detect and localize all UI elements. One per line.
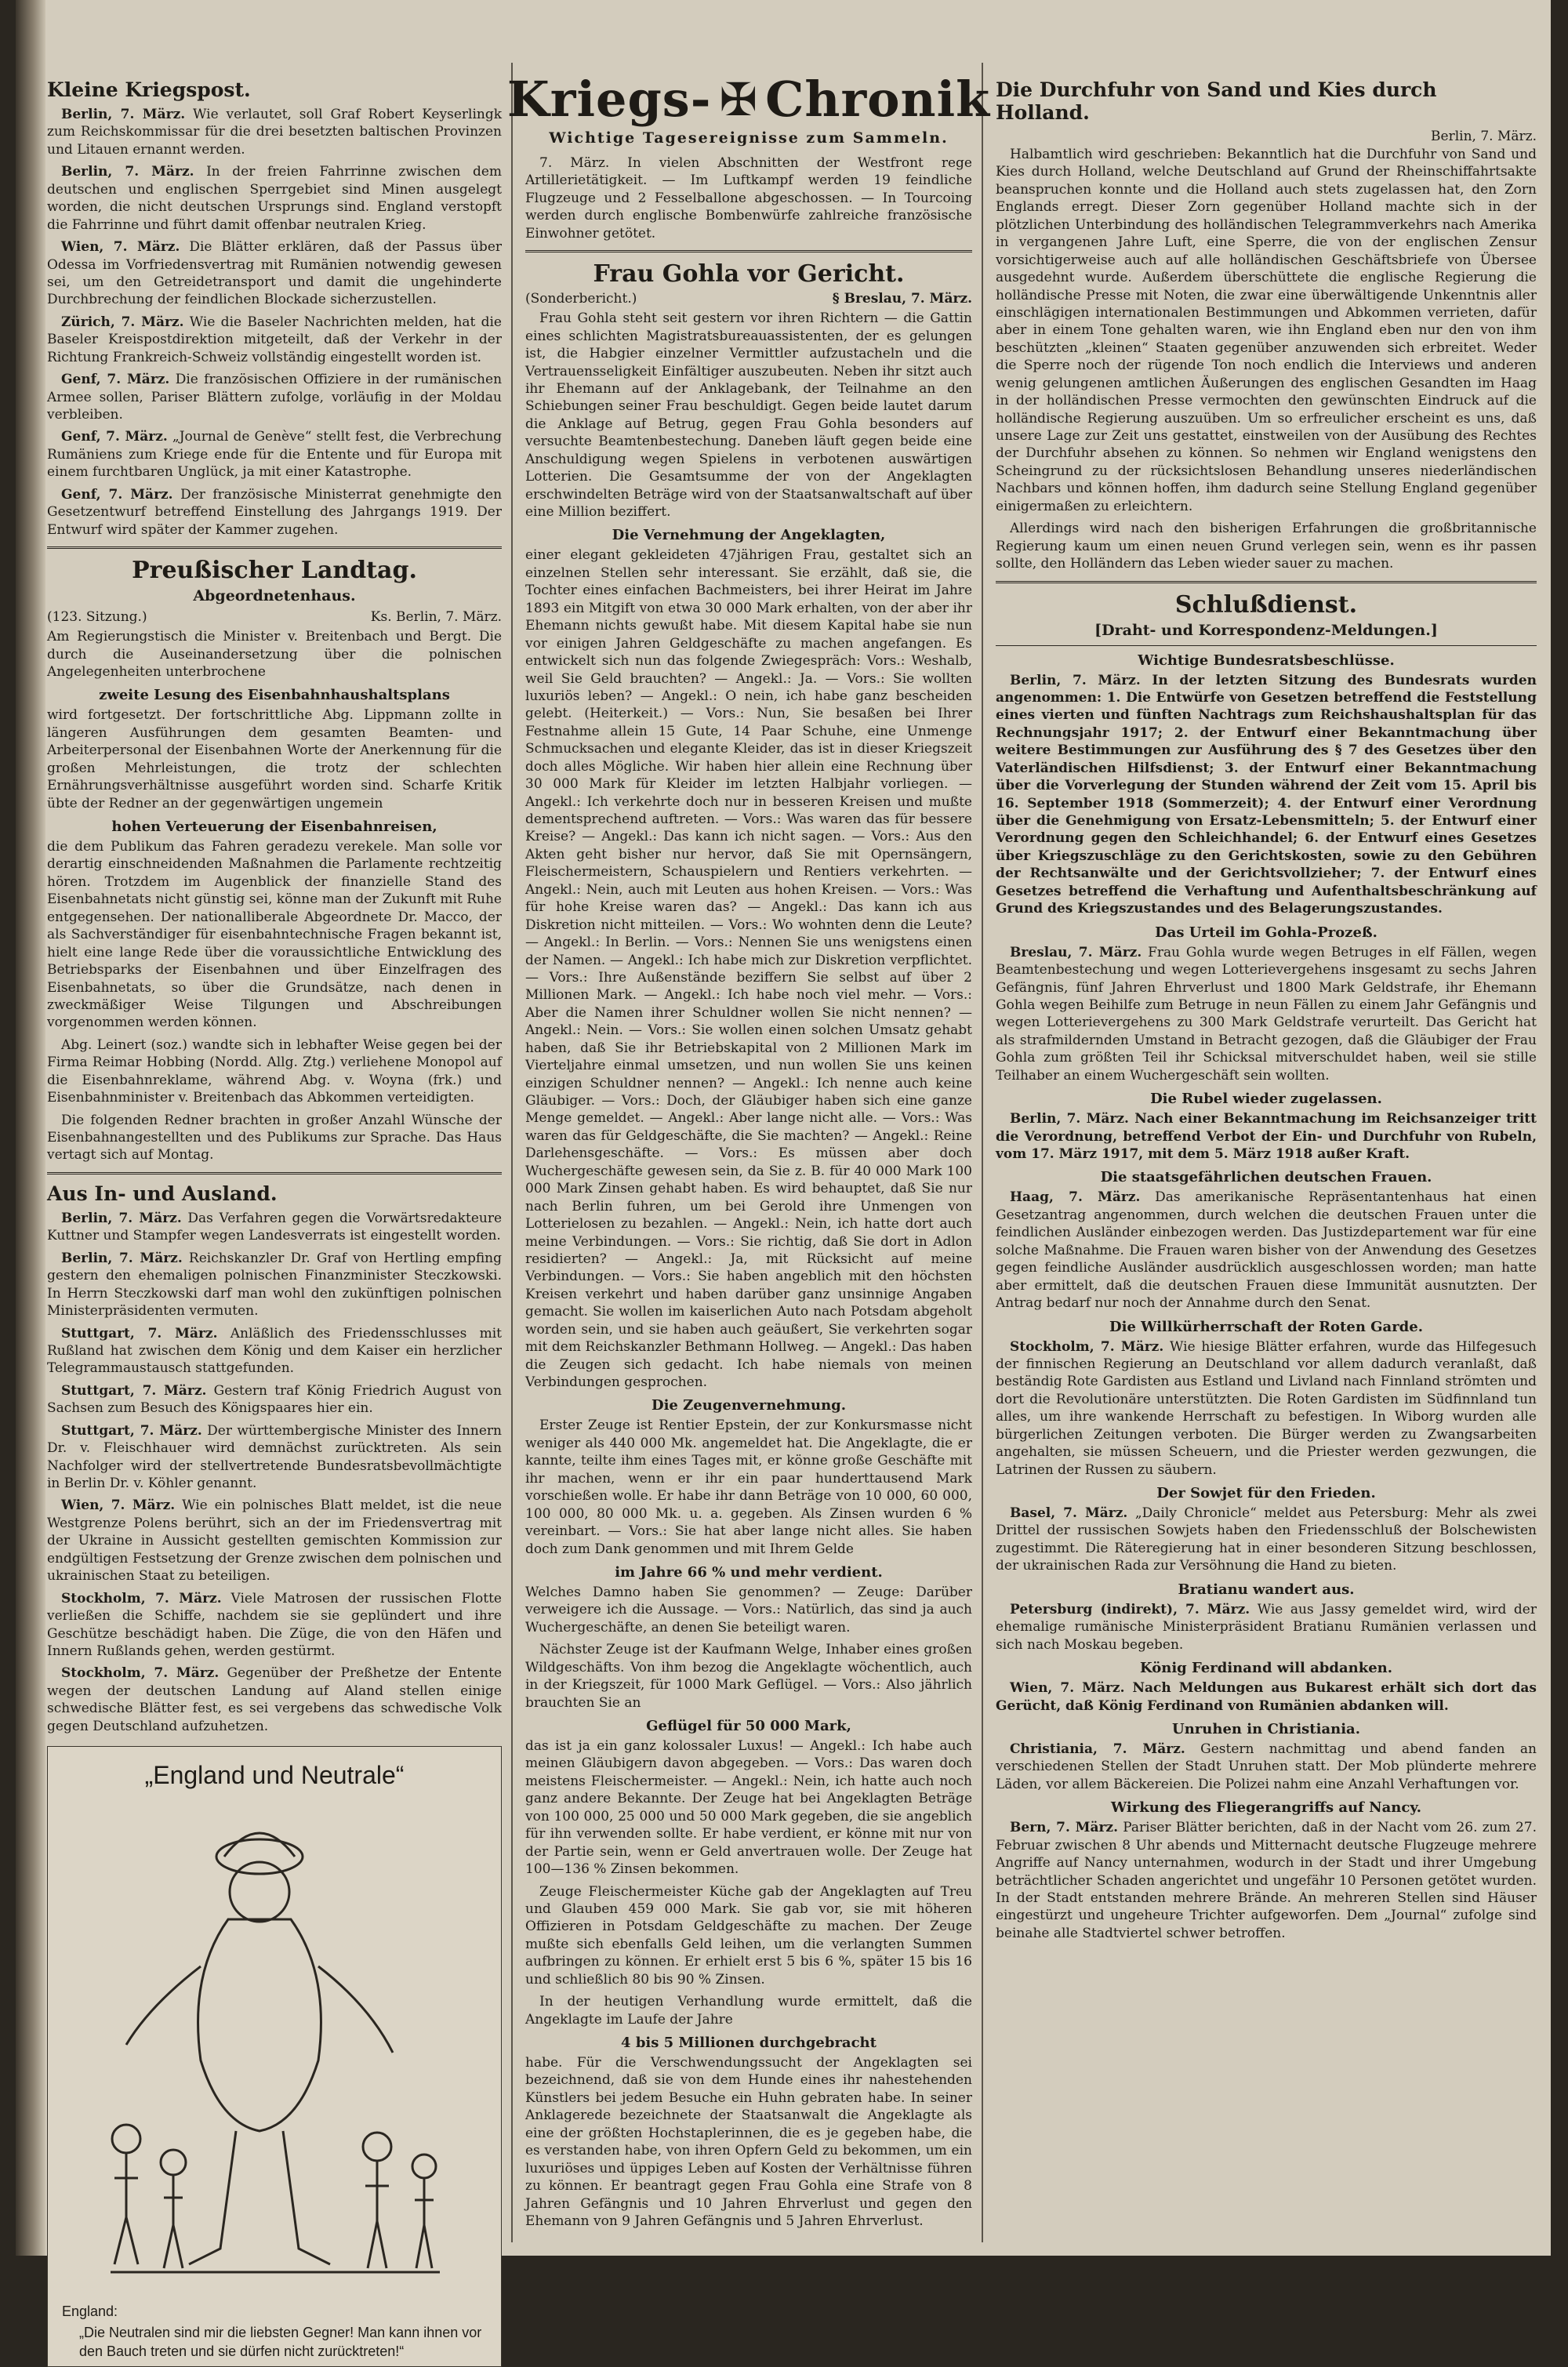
news-item: Stockholm, 7. März. Viele Matrosen der russischen Flotte verließen die Schiffe, nachdem sie sie geplündert und ihre Geschütze beschädigt haben. Die Züge, die von den Häfen und Innern Rußlands gehen, werden gestürmt. [47,1590,502,1659]
column-left [47,71,502,2367]
landtag-subtitle: Abgeordnetenhaus. [193,587,356,605]
iron-cross-icon: ✠ [719,72,758,126]
urteil-item: Breslau, 7. März. Frau Gohla wurde wegen Betruges in elf Fällen, wegen Beamtenbestechung und wegen Lotterievergehens insgesamt zu sechs Jahren Gefängnis, fünf Jahren Ehrverlust und 1800 Mark Geldstrafe, ihr Ehemann Gohla wegen Beihilfe zum Betruge in neun Fällen zu einem Jahr Gefängnis und wegen Lotterievergehens zu 300 Mark Geldstrafe verurteilt. Das Gericht hat als strafmildernden Umstand in Betracht gezogen, daß die Gläubiger der Frau Gohla zum größten Teil ihr Schicksal mitverschuldet haben, weil sie stille Teilhaber an einem Wuchergeschäft sein wollten. [996,944,1537,1084]
frauen-heading: Die staatsgefährlichen deutschen Frauen. [1100,1169,1432,1186]
divider [47,1172,502,1174]
nancy-item: Bern, 7. März. Pariser Blätter berichten, daß in der Nacht vom 26. zum 27. Februar zwischen 8 Uhr abends und Mitternacht deutsche Flugzeuge mehrere Angriffe auf Nancy unternahmen, wodurch in der Stadt und ihrer Umgebung beträchtlicher Schaden angerichtet und ungefähr 10 Personen getötet wurden. In der Stadt entstanden mehrere Brände. An mehreren Stellen sind Häuser eingestürzt und ungeheure Trichter aufgeworfen. Dem „Journal“ zufolge sind beinahe alle Stadtviertel schwer betroffen. [996,1820,1537,1941]
zeugen-paragraph: Zeuge Fleischermeister Küche gab der Angeklagten auf Treu und Glauben 459 000 Mark. Sie gab vor, sie mit höheren Offizieren in Potsdam Geldgeschäfte zu machen. Der Zeuge mußte sich ebenfalls Geld leihen, um die verlangten Summen aufbringen zu können. Er erhielt erst 5 bis 6 %, später 15 bis 16 und schließlich 80 bis 90 % Zinsen. [525,1883,972,1988]
masthead-left: Kriegs- [506,71,712,128]
landtag-paragraph: Die folgenden Redner brachten in großer Anzahl Wünsche der Eisenbahnangestellten und des Publikums zur Sprache. Das Haus vertagt sich auf Montag. [47,1112,502,1164]
cartoon-drawing [64,1810,487,2296]
news-item: Genf, 7. März. Der französische Ministerrat genehmigte den Gesetzentwurf betreffend Einstellung des Jahrgangs 1919. Der Entwurf wird später der Kammer zugehen. [47,486,503,538]
sand-place: Berlin, 7. März. [1431,129,1537,144]
cartoon-england-und-neutrale [47,1746,502,2367]
divider [996,581,1537,583]
landtag-subheading: hohen Verteuerung der Eisenbahnreisen, [111,819,437,835]
landtag-paragraph: die dem Publikum das Fahren geradezu verekele. Man solle vor derartig einschneidenden Maßnahmen die Parlamente rechtzeitig hören. Trotzdem im Augenblick der finanzielle Stand des Eisenbahnetats nicht günstig sei, könne man der Zukunft mit Ruhe entgegensehen. Der nationalliberale Abgeordnete Dr. Macco, der als Sachverständiger für eisenbahntechnische Fragen bekannt ist, hielt eine lange Rede über die voraussichtliche Entwicklung des Betriebsparks der Eisenbahnen und über Einzelfragen des Eisenbahnetats, so über die Grundsätze, nach denen in zweckmäßiger Weise Tilgungen und Abschreibungen vorgenommen werden können. [47,839,502,1031]
rubel-item: Berlin, 7. März. Nach einer Bekanntmachung im Reichsanzeiger tritt die Verordnung, betreffend Verbot der Ein- und Durchfuhr von Rubeln, vom 17. März 1917, mit dem 5. März 1918 außer Kraft. [996,1111,1537,1162]
landtag-paragraph: Abg. Leinert (soz.) wandte sich in lebhafter Weise gegen bei der Firma Reimar Hobbing (Nordd. Allg. Ztg.) verliehene Monopol auf die Eisenbahnreklame, während Abg. v. Woyna (frk.) und Eisenbahnminister v. Breitenbach das Abkommen verteidigten. [47,1036,502,1106]
zeugen-paragraph: habe. Für die Verschwendungssucht der Angeklagten sei bezeichnend, daß sie von dem Hunde eines ihr nahestehenden Künstlers bei jedem Besuche ein Huhn gebraten habe. In seiner Anklagerede bezeichnete der Staatsanwalt die Angeklagte als eine der größten Hochstaplerinnen, die es je gegeben habe, die es verstanden habe, von ihren Opfern Geld zu bekommen, um ein luxuriöses und üppiges Leben auf Kosten der Verhältnisse führen zu können. Er beantragt gegen Frau Gohla eine Strafe von 8 Jahren Gefängnis und 10 Jahren Ehrverlust und gegen den Ehemann von 9 Jahren Gefängnis und 5 Jahren Ehrverlust. [525,2055,972,2229]
sand-paragraph: Allerdings wird nach den bisherigen Erfahrungen die großbritannische Regierung kaum um einen neuen Grund verlegen sein, wenn es ihr passen sollte, den Holländern das Leben wieder sauer zu machen. [996,521,1537,572]
vernehmung-heading: Die Vernehmung der Angeklagten, [612,527,886,544]
bratianu-item: Petersburg (indirekt), 7. März. Wie aus Jassy gemeldet wird, wird der ehemalige rumänische Ministerpräsident Bratianu Rumänien verlassen und sich nach Moskau begeben. [996,1601,1537,1653]
gohla-title: Frau Gohla vor Gericht. [593,260,905,289]
news-item: Stuttgart, 7. März. Anläßlich des Friedensschlusses mit Rußland hat zwischen dem König und dem Kaiser ein herzlicher Telegrammaustausch stattgefunden. [47,1325,502,1377]
masthead [506,71,991,128]
section-heading-ausland: Aus In- und Ausland. [47,1182,278,1205]
divider [525,250,972,252]
sowjet-heading: Der Sowjet für den Frieden. [1156,1485,1376,1501]
news-item: Wien, 7. März. Die Blätter erklären, daß der Passus über Odessa im Vorfriedensvertrag mit Rumänien notwendig gewesen sei, um den Getreidetransport und damit die ungehinderte Durchbrechung der feindlichen Blockade sicherzustellen. [47,239,503,308]
gohla-dateline [525,291,972,307]
kleine-kriegspost-list [47,106,502,539]
zeugen-paragraph: Erster Zeuge ist Rentier Epstein, der zur Konkursmasse nicht weniger als 440 000 Mk. angemeldet hat. Die Angeklagte, die er kannte, teilte ihm eines Tages mit, er könne große Geschäfte mit ihr machen, wenn er ihr ein paar hunderttausend Mark vorschießen wolle. Er habe ihr dann Beträge von 10 000, 60 000, 100 000, 80 000 Mk. u. a. gegeben. Als Zinsen wurden 6 % vereinbart. — Vors.: Sie hat aber lange nicht alles. Sie haben doch zum Dank genommen und mit Ihrem Gelde [525,1418,972,1557]
zeugen-subheading: im Jahre 66 % und mehr verdient. [615,1563,883,1581]
news-item: Genf, 7. März. „Journal de Genève“ stellt fest, die Verbrechung Rumäniens zum Kriege ende für die Entente und für Europa mit einem furchtbaren Unglück, ja mit einer Katastrophe. [47,429,503,481]
schluss-title: Schlußdienst. [1174,590,1358,619]
column-middle [506,71,991,2234]
chronik-text: 7. März. In vielen Abschnitten der Westfront rege Artillerietätigkeit. — Im Luftkampf werden 19 feindliche Flugzeuge und 2 Fesselballone abgeschossen. — In Tourcoing werden durch englische Bombenwürfe zahlreiche französische Einwohner getötet. [525,155,972,241]
zeugen-paragraph: In der heutigen Verhandlung wurde ermittelt, daß die Angeklagte im Laufe der Jahre [525,1994,972,2028]
zeugen-subheading: Geflügel für 50 000 Mark, [646,1718,851,1734]
page-binding-shadow [16,0,45,2256]
cartoon-caption: „Die Neutralen sind mir die liebsten Gegner! Man kann ihnen vor den Bauch treten und sie dürfen nicht zurücktreten!“ [79,2325,482,2359]
gohla-place: § Breslau, 7. März. [832,291,972,307]
zeugen-heading: Die Zeugenvernehmung. [651,1397,847,1414]
garde-item: Stockholm, 7. März. Wie hiesige Blätter erfahren, wurde das Hilfegesuch der finnischen Regierung an Deutschland vor allem dadurch veranlaßt, daß beständig Rote Gardisten aus Estland und Livland nach Finnland strömten und dort die Revolutionäre unterstützten. Die Roten Gardisten im Südfinnland tun alles, um ihre wankende Herrschaft zu befestigen. In Wiborg wurden alle bürgerlichen Zeitungen verboten. Die Bürger werden zu Zwangsarbeiten angehalten, sie müssen Scheuern, und die Priester werden gezwungen, die Latrinen der Russen zu säubern. [996,1338,1537,1478]
landtag-dateline [47,609,502,625]
divider [996,645,1537,646]
schluss-subtitle: [Draht- und Korrespondenz-Meldungen.] [1094,621,1438,639]
news-item: Stuttgart, 7. März. Gestern traf König Friedrich August von Sachsen zum Besuch des Königspaares hier ein. [47,1382,502,1417]
news-item: Stockholm, 7. März. Gegenüber der Preßhetze der Entente wegen der deutschen Landung auf Aland stellen einige schwedische Blätter fest, es sei vergebens das schwedische Volk gegen Deutschland aufzuhetzen. [47,1665,503,1734]
zeugen-paragraph: Nächster Zeuge ist der Kaufmann Welge, Inhaber eines großen Wildgeschäfts. Von ihm bezog die Angeklagte wöchentlich, auch in der Kriegszeit, für 1000 Mark Geflügel. — Vors.: Also jährlich brauchten Sie an [525,1642,972,1711]
news-item: Berlin, 7. März. Das Verfahren gegen die Vorwärtsredakteure Kuttner und Stampfer wegen Landesverrats ist eingestellt worden. [47,1210,503,1244]
news-item: Zürich, 7. März. Wie die Baseler Nachrichten melden, hat die Baseler Kreispostdirektion mitgeteilt, daß der Verkehr in der Richtung Frankreich-Schweiz vollständig eingestellt worden ist. [47,314,502,365]
zeugen-subheading: 4 bis 5 Millionen durchgebracht [621,2035,877,2051]
gohla-sonderbericht: (Sonderbericht.) [525,291,637,307]
masthead-right: Chronik [765,71,991,128]
sowjet-item: Basel, 7. März. „Daily Chronicle“ meldet aus Petersburg: Mehr als zwei Drittel der russischen Sowjets haben den Friedensschluß der Bolschewisten zugestimmt. Die Räteregierung hat in einer besonderen Sitzung beschlossen, der ukrainischen Rada zur Versöhnung die Hand zu bieten. [996,1505,1537,1574]
divider [47,546,502,549]
news-item: Genf, 7. März. Die französischen Offiziere in der rumänischen Armee sollen, Pariser Blättern zufolge, vorläufig in der Moldau verbleiben. [47,372,503,423]
urteil-heading: Das Urteil im Gohla-Prozeß. [1155,924,1377,941]
cartoon-speaker: England: [62,2303,118,2320]
sand-title: Die Durchfuhr von Sand und Kies durch Holland. [996,78,1437,124]
christiania-heading: Unruhen in Christiania. [1172,1720,1360,1737]
landtag-session: (123. Sitzung.) [47,609,147,626]
news-item: Berlin, 7. März. Reichskanzler Dr. Graf von Hertling empfing gestern den ehemaligen polnischen Finanzminister Steczkowski. In Herrn Steczkowski darf man wohl den zukünftigen polnischen Ministerpräsidenten vermuten. [47,1250,503,1320]
gohla-paragraph: Frau Gohla steht seit gestern vor ihren Richtern — die Gattin eines schlichten Magistratsbureauassistenten, der es gelungen ist, die Habgier einzelner Vermittler aufzustacheln und die Vertrauensseligkeit Einfältiger auszubeuten. Neben ihr sitzt auch ihr Ehemann auf der Anklagebank, der Teilnahme an den Schiebungen seiner Frau beschuldigt. Gegen beide lautet darum die Anklage auf Betrug, gegen Frau Gohla besonders auf versuchte Beamtenbestechung. Daneben läuft gegen beide eine Anschuldigung wegen Spielens in verbotenen auswärtigen Lotterien. Die Gesamtsumme der von der Angeklagten erschwindelten Beträge wird von der Staatsanwaltschaft auf über eine Million beziffert. [525,310,972,520]
news-item: Stuttgart, 7. März. Der württembergische Minister des Innern Dr. v. Fleischhauer wird demnächst zurücktreten. Als sein Nachfolger wird der stellvertretende Bundesratsbevollmächtigte in Berlin Dr. v. Köhler genannt. [47,1422,502,1491]
frauen-item: Haag, 7. März. Das amerikanische Repräsentantenhaus hat einen Gesetzantrag angenommen, durch welchen die deutschen Frauen unter die feindlichen Ausländer einbezogen werden. Das Justizdepartement war für eine solche Maßnahme. Die Frauen waren bisher von der Anwendung des Gesetzes gegen feindliche Ausländer ausdrücklich ausgeschlossen worden; man hatte aber ermittelt, daß die deutschen Frauen diese Immunität ausnutzten. Der Antrag bedarf nur noch der Annahme durch den Senat. [996,1189,1537,1312]
section-heading-kleine-kriegspost: Kleine Kriegspost. [47,78,251,101]
ferdinand-heading: König Ferdinand will abdanken. [1139,1660,1392,1677]
newspaper-page [16,0,1551,2359]
sand-paragraph: Halbamtlich wird geschrieben: Bekanntlich hat die Durchfuhr von Sand und Kies durch Holland, welche Deutschland auf Grund der Rheinschiffahrtsakte beanspruchen konnte und die Holland auch stets zugelassen hat, den Zorn Englands erregt. Dieser Zorn gegenüber Holland machte sich in der plötzlichen Unterbindung des holländischen Telegrammverkehrs nach Amerika in vergangenen Jahre Luft, eine Sperre, die von der englischen Zensur vorsichtigerweise auch auf alle holländischen Geschäftsbriefe von Übersee ausgedehnt wurde. Außerdem überschüttete die englische Regierung die holländische Presse mit Noten, die zwar eine überwältigende Unkenntnis aller einschlägigen internationalen Bestimmungen und Abkommen verrieten, dafür aber in einem Tone gehalten waren, wie ihn England eben nur den von ihm beschützten „kleinen“ Staaten gegenüber anzuwenden sich erbreitet. Weder die Sperre noch der rügende Ton noch endlich die Interviews und anderen wenig gelungenen amtlichen Äußerungen des englischen Gesandten im Haag in der holländischen Presse vermochten den gewünschten Eindruck auf die holländische Regierung auszuüben. Um so erfreulicher erscheint es uns, daß unsere Lage zur Zeit uns gestattet, einstweilen von der Ausübung des Rechtes der Durchfuhr absehen zu können. So nehmen wir England wenigstens den Scheingrund zu der rücksichtslosen Behandlung unseres niederländischen Nachbars und können hoffen, ihm dadurch seine Stellung England gegenüber einigermaßen zu erleichtern. [996,147,1537,514]
column-right [996,71,1537,1947]
column-rule [511,63,513,2242]
zeugen-paragraph: Welches Damno haben Sie genommen? — Zeuge: Darüber verweigere ich die Aussage. — Vors.: Natürlich, das sind ja auch Wuchergeschäfte, an denen Sie beteiligt waren. [525,1584,972,1635]
nancy-heading: Wirkung des Fliegerangriffs auf Nancy. [1111,1799,1421,1817]
landtag-paragraph: wird fortgesetzt. Der fortschrittliche Abg. Lippmann zollte in längeren Ausführungen dem gesamten Beamten- und Arbeiterpersonal der Eisenbahnen Worte der Anerkennung für die großen Mehrleistungen, die trotz der schlechten Ernährungsverhältnisse ausgeführt worden sind. Scharfe Kritik übte der Redner an der gegenwärtigen ungemein [47,707,502,811]
bratianu-heading: Bratianu wandert aus. [1178,1581,1355,1598]
vernehmung-paragraph: einer elegant gekleideten 47jährigen Frau, gestaltet sich an einzelnen Stellen sehr interessant. Sie erzählt, daß sie, die Tochter eines einfachen Bachmeisters, bei ihrer Heirat im Jahre 1893 ein Mitgift von etwa 30 000 Mark erhalten, von der aber ihr Ehemann nichts gewußt habe. Mit diesem Kapital habe sie nun vor einigen Jahren Geldgeschäfte zu machen angefangen. Es entwickelt sich nun das folgende Zwiegespräch: Vors.: Weshalb, weil Sie Geld brauchten? — Angekl.: Ja. — Vors.: Sie wollten luxuriös leben? — Angekl.: O nein, ich habe ganz bescheiden gelebt. (Heiterkeit.) — Vors.: Nun, Sie besaßen bei Ihrer Festnahme allein 15 Gute, 14 Paar Schuhe, eine Unmenge Schmucksachen und elegante Kleider, das ist in dieser Kriegszeit doch alles Mögliche. Wir haben hier allein eine Rechnung über 30 000 Mark für Kleider im letzten Halbjahr vorliegen. — Angekl.: Ich verkehrte doch nur in besseren Kreisen und mußte dementsprechend auftreten. — Vors.: Was waren das für bessere Kreise? — Angekl.: Das kann ich nicht sagen. — Vors.: Aus den Akten geht bisher nur hervor, daß Sie mit Opernsängern, Fleischermeistern, Schauspielern und Rentiers verkehrten. — Angekl.: Nein, auch mit Leuten aus hohen Kreisen. — Vors.: Was für hohe Kreise waren das? — Angekl.: Das kann ich aus Diskretion nicht mitteilen. — Vors.: Wo wohnten denn die Leute? — Angekl.: In Berlin. — Vors.: Nennen Sie uns wenigstens einen der Namen. — Angekl.: Ich habe mich zur Diskretion verpflichtet. — Vors.: Ihre Außenstände beziffern Sie selbst auf über 2 Millionen Mark. — Angekl.: Ich habe noch viel mehr. — Vors.: Aber die Namen ihrer Schuldner wollen Sie nicht nennen? — Angekl.: Nein. — Vors.: Sie wollen einen solchen Umsatz gehabt haben, daß Sie ihr Betriebskapital von 2 Millionen Mark im Vierteljahre einmal umsetzen, und nun wollen Sie uns keinen einzigen Schuldner nennen? — Angekl.: Ich nenne auch keine Gläubiger. — Vors.: Doch, der Gläubiger haben sich eine ganze Menge gemeldet. — Angekl.: Aber lange nicht alle. — Vors.: Was waren das für Geldgeschäfte, die Sie machten? — Angekl.: Reine Darlehensgeschäfte. — Vors.: Es müssen aber doch Wuchergeschäfte gewesen sein, da Sie z. B. für 40 000 Mark 100 000 Mark Zinsen gehabt haben. Es wird behauptet, daß Sie nur nach Berlin fuhren, um bei Gerold ihre Unmengen von Lotterielosen zu bezahlen. — Angekl.: Nein, ich hatte dort auch meine Verbindungen. — Vors.: Sie richtig, daß Sie dort in Adlon residierten? — Angekl.: Ja, mit Rücksicht auf meine Verbindungen. — Vors.: Sie haben angeblich mit den höchsten Kreisen verkehrt und haben darüber ganz unsinnige Angaben gemacht. Sie wollen im kaiserlichen Auto nach Potsdam abgeholt worden sein, und sie haben auch geäußert, Sie verkehrten sogar mit dem Reichskanzler Bethmann Hollweg. — Angekl.: Das haben die Zeugen sich gedacht. Ich habe niemals von meinen Verbindungen gesprochen. [525,547,972,1390]
garde-heading: Die Willkürherrschaft der Roten Garde. [1109,1318,1423,1335]
news-item: Berlin, 7. März. In der freien Fahrrinne zwischen dem deutschen und englischen Sperrgebiet sind Minen ausgelegt worden, die nicht deutschen Ursprungs sind. England verstopft die Fahrrinne und führt damit offenbar neutralen Krieg. [47,164,503,233]
landtag-place: Ks. Berlin, 7. März. [370,609,502,626]
zeugen-paragraph: das ist ja ein ganz kolossaler Luxus! — Angekl.: Ich habe auch meinen Gläubigern davon abgegeben. — Vors.: Das waren doch meistens Fleischermeister. — Angekl.: Nein, ich hatte auch noch ganz andere Bekannte. Der Zeuge hat bei Angeklagten Beträge von 100 000, 25 000 und 50 000 Mark gegeben, die sie angeblich für ihn verwenden sollte. Er habe verdient, er könne mit nur von der Partie sein, wenn er Geld anvertrauen wolle. Der Zeuge hat 100—136 % Zinsen bekommen. [525,1738,972,1878]
column-rule [982,63,983,2242]
cartoon-title: „England und Neutrale“ [144,1761,405,1790]
news-item: Wien, 7. März. Wie ein polnisches Blatt meldet, ist die neue Westgrenze Polens berührt, sich an der im Friedensvertrag mit der Ukraine in Aussicht gestellten gemischten Kommission zur endgültigen Festsetzung der Grenze zwischen dem polnischen und ukrainischen Staat zu beteiligen. [47,1498,503,1585]
landtag-title: Preußischer Landtag. [132,557,417,585]
rubel-heading: Die Rubel wieder zugelassen. [1150,1091,1382,1108]
bundesrat-item: Berlin, 7. März. In der letzten Sitzung des Bundesrats wurden angenommen: 1. Die Entwürfe von Gesetzen betreffend die Feststellung eines vierten und fünften Nachtrags zum Reichshaushaltsplan für das Rechnungsjahr 1917; 2. der Entwurf einer Bekanntmachung über weitere Bestimmungen zur Ausführung des § 7 des Gesetzes über den Vaterländischen Hilfsdienst; 3. der Entwurf einer Bekanntmachung über die Vorverlegung der Stunden während der Zeit vom 15. April bis 16. September 1918 (Sommerzeit); 4. der Entwurf einer Verordnung über die Genehmigung von Ersatz-Lebensmitteln; 5. der Entwurf einer Verordnung gegen den Schleichhandel; 6. der Entwurf eines Gesetzes über Kriegszuschläge zu den Gerichtskosten, sowie zu den Gebühren der Rechtsanwälte und der Gerichtsvollzieher; 7. der Entwurf eines Gesetzes betreffend die Verhaftung und Aufenthaltsbeschränkung auf Grund des Kriegszustandes und des Belagerungszustandes. [996,672,1537,917]
landtag-subheading: zweite Lesung des Eisenbahnhaushaltsplans [99,687,450,704]
bundesrat-heading: Wichtige Bundesratsbeschlüsse. [1138,652,1395,669]
news-item: Berlin, 7. März. Wie verlautet, soll Graf Robert Keyserlingk zum Reichskommissar für die drei besetzten baltischen Provinzen und Litauen ernannt werden. [47,107,503,158]
christiania-item: Christiania, 7. März. Gestern nachmittag und abend fanden an verschiedenen Stellen der Stadt Unruhen statt. Der Mob plünderte mehrere Läden, vor allem Bäckereien. Die Polizei nahm eine Anzahl Verhaftungen vor. [996,1741,1537,1792]
masthead-subtitle: Wichtige Tagesereignisse zum Sammeln. [549,129,949,147]
ferdinand-item: Wien, 7. März. Nach Meldungen aus Bukarest erhält sich dort das Gerücht, daß König Ferdinand von Rumänien abdanken will. [996,1680,1537,1714]
landtag-paragraph: Am Regierungstisch die Minister v. Breitenbach und Bergt. Die durch die Auseinandersetzung über die polnischen Angelegenheiten unterbrochene [47,629,502,680]
